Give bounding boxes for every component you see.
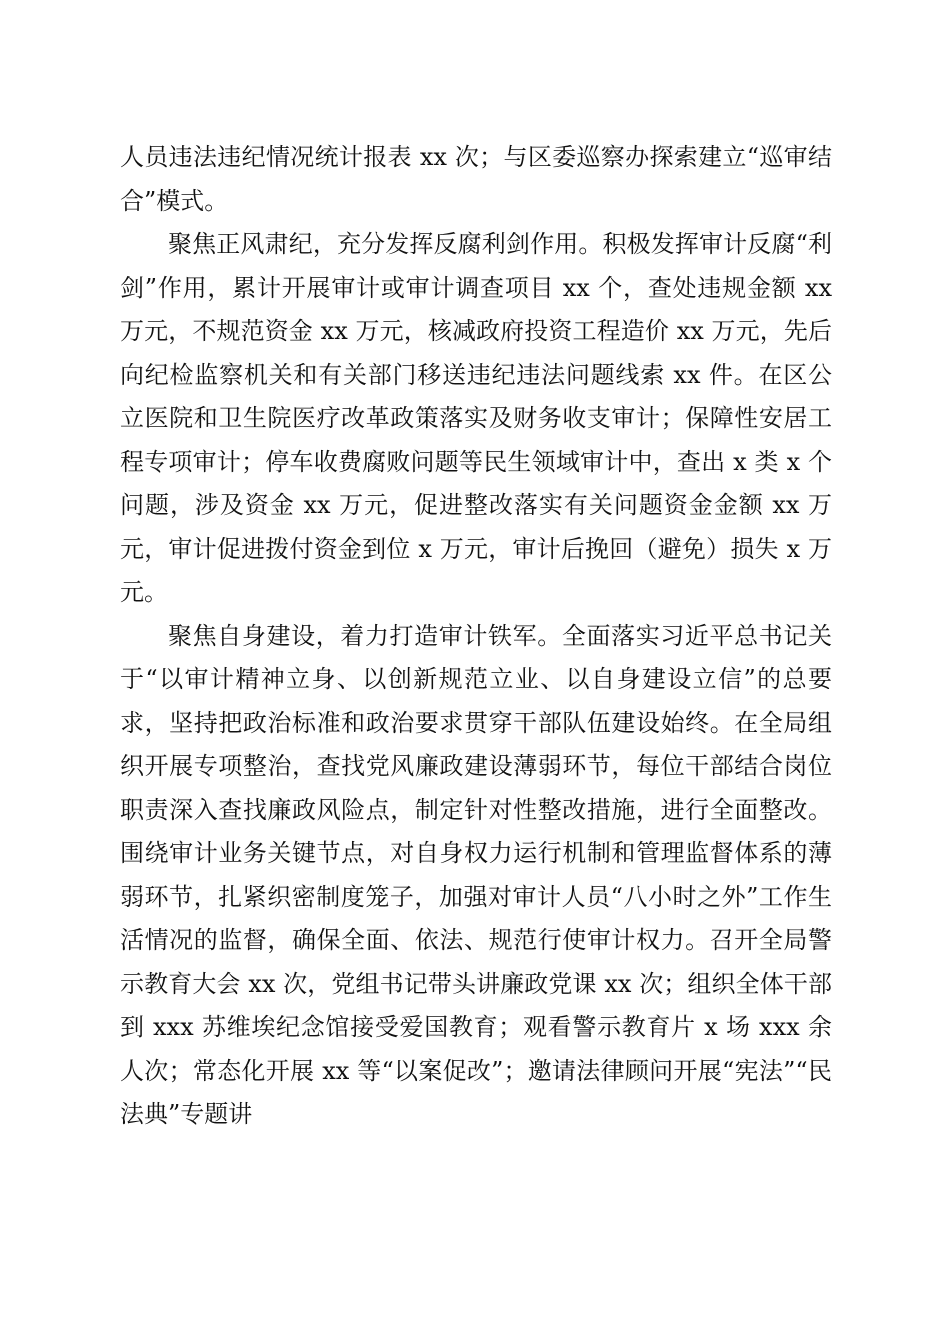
paragraph-anti-corruption: 聚焦正风肃纪，充分发挥反腐利剑作用。积极发挥审计反腐“利剑”作用，累计开展审计或审计调查项目 xx 个，查处违规金额 xx 万元，不规范资金 xx 万元，核减政府投资工程造价 xx 万元，先后向纪检监察机关和有关部门移送违纪违法问题线索 xx 件。在区公立医院和卫生院医疗改革政策落实及财务收支审计；保障性安居工程专项审计；停车收费腐败问题等民生领域审计中，查出 x 类 x 个问题，涉及资金 xx 万元，促进整改落实有关问题资金金额 xx 万元，审计促进拨付资金到位 x 万元，审计后挽回（避免）损失 x 万元。	[120, 230, 832, 606]
paragraph-self-building: 聚焦自身建设，着力打造审计铁军。全面落实习近平总书记关于“以审计精神立身、以创新规范立业、以自身建设立信”的总要求，坚持把政治标准和政治要求贯穿干部队伍建设始终。在全局组织开展专项整治，查找党风廉政建设薄弱环节，每位干部结合岗位职责深入查找廉政风险点，制定针对性整改措施，进行全面整改。围绕审计业务关键节点，对自身权力运行机制和管理监督体系的薄弱环节，扎紧织密制度笼子，加强对审计人员“八小时之外”工作生活情况的监督，确保全面、依法、规范行使审计权力。召开全局警示教育大会 xx 次，党组书记带头讲廉政党课 xx 次；组织全体干部到 xxx 苏维埃纪念馆接受爱国教育；观看警示教育片 x 场 xxx 余人次；常态化开展 xx 等“以案促改”；邀请法律顾问开展“宪法”“民法典”专题讲	[120, 621, 832, 1128]
document-body	[120, 136, 832, 1137]
paragraph-continuation: 人员违法违纪情况统计报表 xx 次；与区委巡察办探索建立“巡审结合”模式。	[120, 143, 832, 215]
